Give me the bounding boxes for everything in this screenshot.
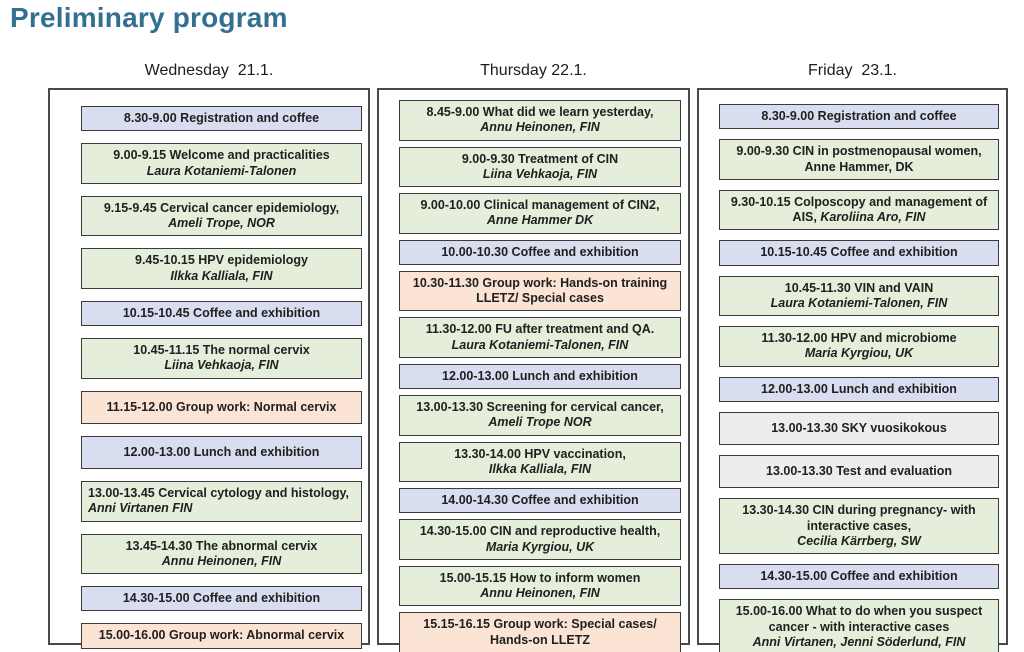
session-speaker: Ilkka Kalliala, FIN	[488, 461, 592, 476]
session-box	[719, 240, 999, 265]
session-box	[81, 534, 362, 575]
session-box	[81, 436, 362, 469]
session-text: 12.00-13.00 Lunch and exhibition	[442, 368, 638, 383]
session-box	[399, 271, 681, 312]
session-speaker: Annu Heinonen, FIN	[161, 553, 282, 568]
session-speaker: Maria Kyrgiou, UK	[804, 346, 914, 361]
session-text: 14.00-14.30 Coffee and exhibition	[441, 493, 639, 507]
session-box	[719, 412, 999, 445]
session-box	[719, 276, 999, 317]
session-box	[719, 377, 999, 402]
session-text: 15.15-16.15 Group work: Special cases/ Hands-on LLETZ	[423, 617, 657, 647]
session-text: 13.30-14.00 HPV vaccination,	[454, 446, 626, 461]
day-box	[377, 88, 690, 645]
session-text: 15.00-15.15 How to inform women	[439, 570, 641, 585]
session-text: 9.30-10.15 Colposcopy and management of AIS,	[730, 194, 988, 224]
session-box	[81, 106, 362, 131]
session-text: 11.15-12.00 Group work: Normal cervix	[106, 399, 337, 414]
session-box	[81, 391, 362, 424]
session-box	[81, 623, 362, 648]
session-speaker: Anni Virtanen FIN	[88, 501, 193, 516]
session-text: 12.00-13.00 Lunch and exhibition	[761, 381, 957, 396]
session-text: 9.15-9.45 Cervical cancer epidemiology,	[103, 200, 340, 215]
session-text: 10.15-10.45 Coffee and exhibition	[122, 305, 321, 320]
day-box	[48, 88, 370, 645]
session-speaker: Cecilia Kärrberg, SW	[797, 533, 921, 548]
session-speaker: Anni Virtanen, Jenni Söderlund, FIN	[752, 634, 966, 649]
session-text: 10.00-10.30 Coffee and exhibition	[441, 244, 639, 259]
session-box	[399, 100, 681, 141]
day-box	[697, 88, 1008, 649]
session-text: 13.00-13.30 Test and evaluation	[766, 464, 952, 478]
session-text: 10.15-10.45 Coffee and exhibition	[760, 245, 958, 260]
session-box	[81, 586, 362, 611]
session-box	[81, 301, 362, 326]
session-box	[399, 395, 681, 436]
program-grid	[48, 58, 1008, 649]
session-text: 8.45-9.00 What did we learn yesterday,	[426, 105, 654, 119]
session-box	[719, 564, 999, 589]
day-column-3	[697, 58, 1008, 649]
session-box	[399, 317, 681, 358]
session-speaker: Ameli Trope, NOR	[168, 216, 275, 230]
session-box	[719, 190, 999, 231]
session-text: 9.00-10.00 Clinical management of CIN2,	[420, 198, 660, 212]
session-speaker: Liina Vehkaoja, FIN	[482, 166, 598, 181]
session-text: 15.00-16.00 What to do when you suspect cancer - with interactive cases	[735, 604, 983, 634]
session-text: 14.30-15.00 CIN and reproductive health,	[419, 524, 661, 539]
session-speaker: Laura Kotaniemi-Talonen, FIN	[770, 295, 948, 310]
session-text: 8.30-9.00 Registration and coffee	[123, 111, 320, 125]
session-box	[719, 455, 999, 488]
session-speaker: Maria Kyrgiou, UK	[485, 539, 595, 554]
day-header: Friday 23.1.	[808, 62, 897, 79]
session-text: 9.45-10.15 HPV epidemiology	[135, 253, 308, 268]
session-text: 13.00-13.45 Cervical cytology and histology,	[88, 486, 349, 500]
session-text: 11.30-12.00 FU after treatment and QA.	[425, 322, 655, 337]
session-box	[719, 139, 999, 180]
session-text: 10.45-11.30 VIN and VAIN	[784, 280, 934, 295]
session-text: 14.30-15.00 Coffee and exhibition	[122, 591, 321, 605]
session-box	[81, 338, 362, 379]
session-speaker: Anne Hammer DK	[486, 213, 594, 228]
session-box	[81, 143, 362, 184]
session-text: 10.45-11.15 The normal cervix	[133, 343, 310, 357]
session-text: 8.30-9.00 Registration and coffee	[761, 109, 957, 123]
session-text: 9.00-9.30 CIN in postmenopausal women, Anne Hammer, DK	[736, 144, 982, 174]
session-box	[399, 442, 681, 483]
session-speaker: Annu Heinonen, FIN	[480, 586, 600, 600]
day-column-2	[377, 58, 690, 645]
session-speaker: Laura Kotaniemi-Talonen, FIN	[451, 337, 629, 352]
session-speaker: Ameli Trope NOR	[488, 415, 592, 430]
session-box	[399, 193, 681, 234]
day-column-1	[48, 58, 370, 645]
session-text: 15.00-16.00 Group work: Abnormal cervix	[98, 628, 345, 643]
session-text: 13.00-13.30 Screening for cervical cancer,	[416, 400, 664, 414]
session-speaker: Liina Vehkaoja, FIN	[164, 358, 279, 373]
session-box	[719, 498, 999, 554]
session-speaker: Laura Kotaniemi-Talonen	[146, 163, 297, 178]
session-text: 11.30-12.00 HPV and microbiome	[761, 331, 957, 345]
session-speaker: Karoliina Aro, FIN	[820, 210, 926, 224]
session-box	[81, 248, 362, 289]
session-box	[81, 481, 362, 522]
session-box	[719, 326, 999, 367]
session-box	[719, 599, 999, 652]
day-header: Wednesday 21.1.	[144, 62, 274, 79]
session-box	[399, 612, 681, 652]
session-box	[399, 364, 681, 389]
session-speaker: Annu Heinonen, FIN	[480, 120, 600, 135]
session-text: 10.30-11.30 Group work: Hands-on training LLETZ/ Special cases	[412, 275, 668, 305]
session-text: 12.00-13.00 Lunch and exhibition	[123, 444, 320, 459]
session-text: 13.30-14.30 CIN during pregnancy- with interactive cases,	[742, 503, 976, 533]
day-header: Thursday 22.1.	[480, 62, 587, 79]
session-box	[399, 519, 681, 560]
session-box	[399, 566, 681, 607]
page-title: Preliminary program	[10, 2, 288, 33]
session-box	[81, 196, 362, 237]
session-text: 9.00-9.30 Treatment of CIN	[461, 151, 619, 166]
session-box	[719, 104, 999, 129]
session-text: 14.30-15.00 Coffee and exhibition	[760, 569, 958, 583]
session-text: 9.00-9.15 Welcome and practicalities	[113, 148, 330, 163]
session-box	[399, 240, 681, 265]
session-text: 13.45-14.30 The abnormal cervix	[125, 538, 318, 553]
session-box	[399, 147, 681, 188]
session-speaker: Ilkka Kalliala, FIN	[170, 268, 273, 283]
session-text: 13.00-13.30 SKY vuosikokous	[771, 420, 947, 435]
session-box	[399, 488, 681, 513]
